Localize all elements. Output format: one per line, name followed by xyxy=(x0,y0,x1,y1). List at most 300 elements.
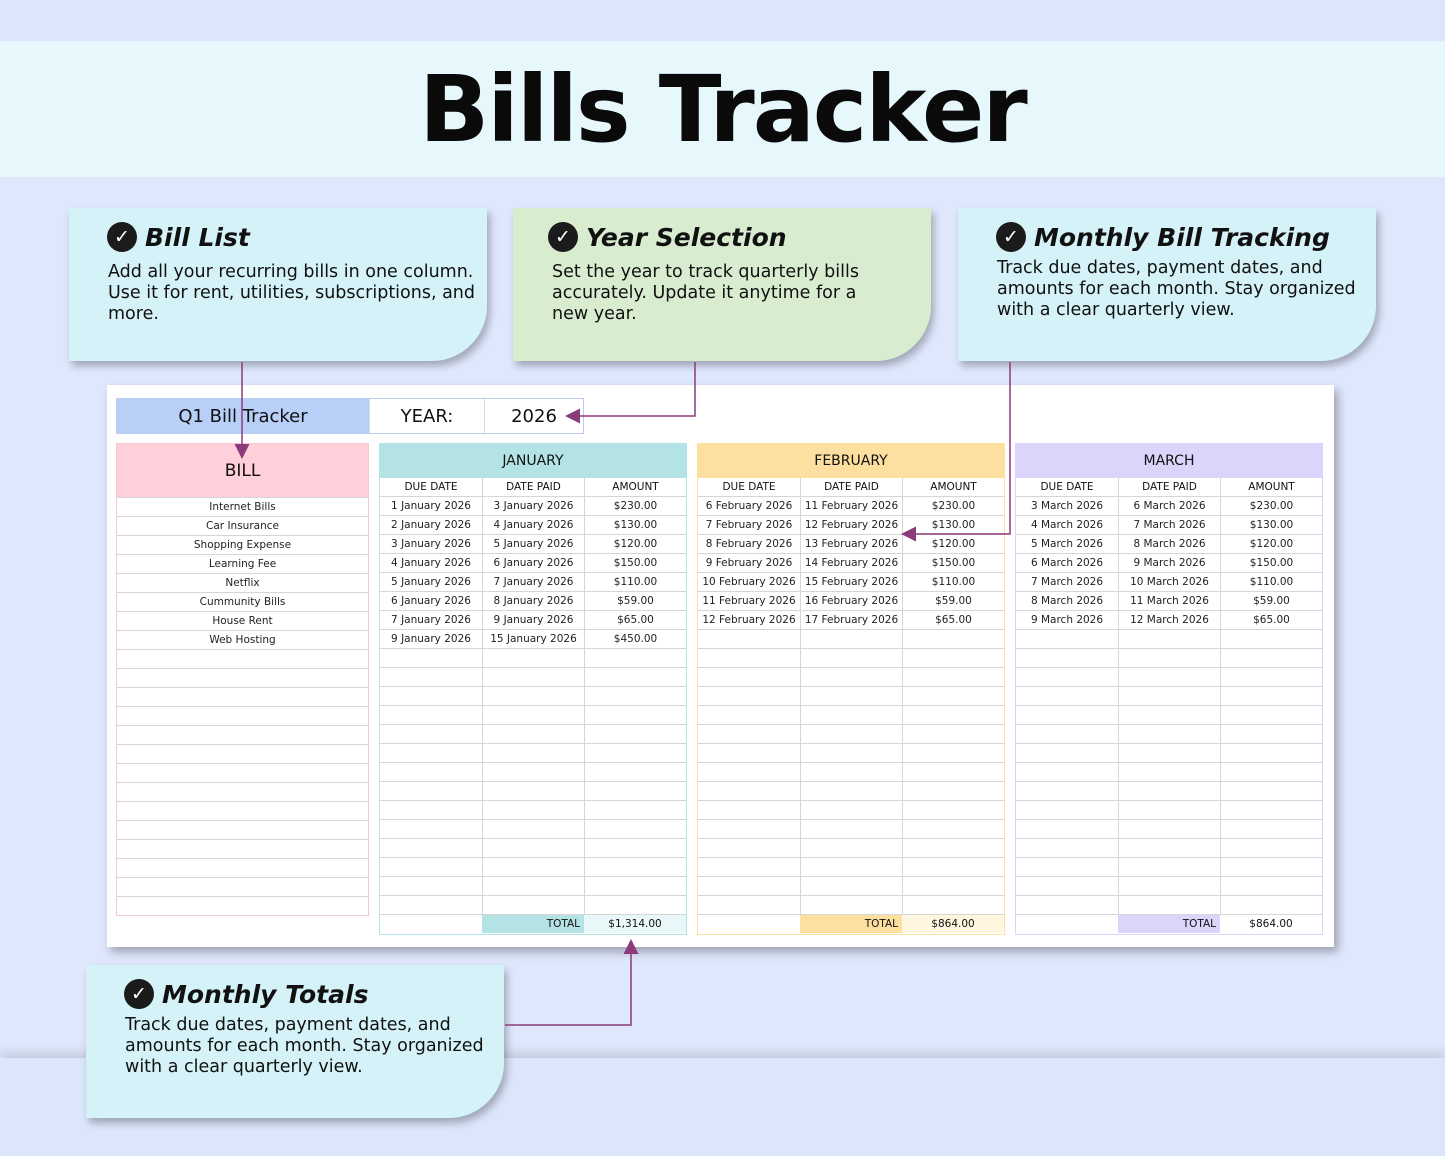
table-cell[interactable]: $59.00 xyxy=(1220,592,1322,610)
table-cell[interactable] xyxy=(1118,725,1220,743)
table-cell[interactable] xyxy=(1016,725,1118,743)
month-february xyxy=(697,443,1005,935)
card-body: Track due dates, payment dates, and amounts for each month. Stay organized with a clear quarterly view. xyxy=(125,1015,484,1077)
table-cell[interactable]: 7 February 2026 xyxy=(705,519,793,531)
table-cell[interactable]: 6 February 2026 xyxy=(705,500,793,512)
table-cell[interactable] xyxy=(380,801,482,819)
table-cell[interactable] xyxy=(380,782,482,800)
table-cell[interactable] xyxy=(698,801,800,819)
table-cell[interactable]: 17 February 2026 xyxy=(800,611,902,629)
table-cell[interactable]: 8 March 2026 xyxy=(1118,535,1220,553)
table-row xyxy=(1016,724,1322,743)
table-cell[interactable] xyxy=(380,649,482,667)
table-cell[interactable] xyxy=(1016,763,1118,781)
table-cell[interactable]: $130.00 xyxy=(902,516,1004,534)
table-cell[interactable] xyxy=(698,877,800,895)
table-cell[interactable] xyxy=(698,744,800,762)
page-title: Bills Tracker xyxy=(419,55,1026,163)
table-cell[interactable] xyxy=(1016,782,1118,800)
table-cell[interactable]: 3 January 2026 xyxy=(391,538,471,550)
table-row xyxy=(698,648,1004,667)
column-headers xyxy=(1016,478,1322,496)
table-cell[interactable] xyxy=(1220,649,1322,667)
table-cell[interactable] xyxy=(698,782,800,800)
table-cell[interactable] xyxy=(902,858,1004,876)
table-cell[interactable] xyxy=(800,896,902,914)
table-row xyxy=(1016,553,1322,572)
table-cell[interactable] xyxy=(584,687,686,705)
table-cell[interactable]: $230.00 xyxy=(1220,497,1322,515)
table-cell[interactable] xyxy=(584,649,686,667)
table-row xyxy=(380,705,686,724)
table-cell[interactable] xyxy=(800,820,902,838)
table-cell[interactable] xyxy=(698,706,800,724)
table-cell[interactable] xyxy=(1220,858,1322,876)
check-circle-icon: ✓ xyxy=(548,222,578,252)
table-row xyxy=(1016,610,1322,629)
bill-row[interactable] xyxy=(117,649,368,668)
table-cell[interactable] xyxy=(1016,801,1118,819)
title-bar xyxy=(116,398,584,434)
bill-row[interactable]: Netflix xyxy=(117,573,368,592)
table-row xyxy=(698,743,1004,762)
table-cell[interactable] xyxy=(902,725,1004,743)
table-cell[interactable] xyxy=(1118,858,1220,876)
table-cell[interactable] xyxy=(1220,763,1322,781)
table-cell[interactable] xyxy=(380,668,482,686)
table-cell[interactable]: $59.00 xyxy=(584,592,686,610)
bill-row[interactable] xyxy=(117,896,368,915)
table-cell[interactable] xyxy=(380,763,482,781)
table-cell[interactable] xyxy=(584,725,686,743)
table-cell[interactable]: $120.00 xyxy=(902,535,1004,553)
table-cell[interactable] xyxy=(1016,858,1118,876)
table-row xyxy=(1016,515,1322,534)
table-cell[interactable]: $150.00 xyxy=(902,554,1004,572)
table-cell[interactable]: 12 February 2026 xyxy=(800,516,902,534)
table-cell[interactable] xyxy=(1016,706,1118,724)
table-cell[interactable] xyxy=(902,763,1004,781)
table-cell[interactable]: 6 January 2026 xyxy=(482,554,584,572)
check-circle-icon: ✓ xyxy=(124,979,154,1009)
table-cell[interactable]: 6 March 2026 xyxy=(1030,557,1104,569)
table-cell[interactable]: 11 March 2026 xyxy=(1118,592,1220,610)
table-cell[interactable] xyxy=(1220,687,1322,705)
table-cell[interactable] xyxy=(902,782,1004,800)
table-cell[interactable] xyxy=(1118,896,1220,914)
table-row xyxy=(1016,648,1322,667)
total-row xyxy=(698,914,1004,933)
table-cell[interactable] xyxy=(1016,877,1118,895)
table-row xyxy=(1016,876,1322,895)
column-header: DATE PAID xyxy=(800,478,902,496)
table-cell[interactable]: $450.00 xyxy=(584,630,686,648)
table-cell[interactable]: 7 January 2026 xyxy=(482,573,584,591)
table-row xyxy=(380,838,686,857)
table-row xyxy=(698,724,1004,743)
table-cell[interactable] xyxy=(1118,877,1220,895)
table-cell[interactable] xyxy=(1220,630,1322,648)
table-row xyxy=(698,591,1004,610)
table-cell[interactable] xyxy=(698,630,800,648)
table-cell[interactable]: 3 January 2026 xyxy=(482,497,584,515)
table-cell[interactable]: 10 March 2026 xyxy=(1118,573,1220,591)
table-cell[interactable]: 16 February 2026 xyxy=(800,592,902,610)
bill-row[interactable]: Web Hosting xyxy=(117,630,368,649)
table-cell[interactable] xyxy=(902,877,1004,895)
table-row xyxy=(380,591,686,610)
table-cell[interactable] xyxy=(584,839,686,857)
bill-row[interactable] xyxy=(117,877,368,896)
total-value: $1,314.00 xyxy=(584,915,686,933)
table-cell[interactable] xyxy=(1118,706,1220,724)
table-row xyxy=(380,724,686,743)
table-cell[interactable]: $120.00 xyxy=(1220,535,1322,553)
table-cell[interactable] xyxy=(800,668,902,686)
table-cell[interactable] xyxy=(380,687,482,705)
table-cell[interactable]: $120.00 xyxy=(584,535,686,553)
table-cell[interactable]: $230.00 xyxy=(584,497,686,515)
table-cell[interactable] xyxy=(1118,782,1220,800)
table-cell[interactable] xyxy=(1118,801,1220,819)
table-cell[interactable] xyxy=(698,725,800,743)
table-cell[interactable]: 15 January 2026 xyxy=(482,630,584,648)
table-cell[interactable]: 10 February 2026 xyxy=(702,576,796,588)
bill-row[interactable] xyxy=(117,725,368,744)
table-cell[interactable] xyxy=(482,858,584,876)
year-input[interactable]: 2026 xyxy=(511,405,557,427)
table-cell[interactable]: 4 March 2026 xyxy=(1030,519,1104,531)
table-cell[interactable] xyxy=(800,782,902,800)
total-spacer xyxy=(698,915,800,933)
table-cell[interactable]: 4 January 2026 xyxy=(391,557,471,569)
table-cell[interactable] xyxy=(800,839,902,857)
table-cell[interactable]: $65.00 xyxy=(1220,611,1322,629)
bill-row[interactable] xyxy=(117,801,368,820)
table-cell[interactable]: 4 January 2026 xyxy=(482,516,584,534)
table-cell[interactable]: $65.00 xyxy=(902,611,1004,629)
table-cell[interactable] xyxy=(1118,839,1220,857)
table-cell[interactable] xyxy=(902,744,1004,762)
table-row xyxy=(380,610,686,629)
table-cell[interactable] xyxy=(698,858,800,876)
table-cell[interactable] xyxy=(1220,668,1322,686)
table-row xyxy=(1016,629,1322,648)
table-cell[interactable] xyxy=(800,877,902,895)
table-row xyxy=(698,686,1004,705)
table-row xyxy=(698,610,1004,629)
table-cell[interactable] xyxy=(1220,877,1322,895)
table-cell[interactable] xyxy=(482,649,584,667)
table-cell[interactable] xyxy=(1016,744,1118,762)
table-cell[interactable] xyxy=(380,877,482,895)
table-cell[interactable] xyxy=(902,896,1004,914)
table-cell[interactable] xyxy=(698,839,800,857)
bill-row[interactable] xyxy=(117,706,368,725)
arrow-monthly-totals xyxy=(505,942,631,1025)
table-cell[interactable] xyxy=(482,725,584,743)
table-cell[interactable] xyxy=(902,668,1004,686)
table-cell[interactable] xyxy=(698,649,800,667)
table-row xyxy=(698,838,1004,857)
table-cell[interactable]: 3 March 2026 xyxy=(1030,500,1104,512)
column-header: AMOUNT xyxy=(1220,478,1322,496)
table-cell[interactable]: 13 February 2026 xyxy=(800,535,902,553)
table-row xyxy=(1016,819,1322,838)
bill-row[interactable]: Internet Bills xyxy=(117,497,368,516)
table-cell[interactable] xyxy=(1016,896,1118,914)
table-cell[interactable]: 9 January 2026 xyxy=(482,611,584,629)
total-label: TOTAL xyxy=(800,915,902,933)
table-cell[interactable] xyxy=(1118,630,1220,648)
table-cell[interactable] xyxy=(482,801,584,819)
bill-row[interactable] xyxy=(117,820,368,839)
card-monthly-tracking xyxy=(958,208,1376,361)
table-cell[interactable] xyxy=(1016,649,1118,667)
table-row xyxy=(380,667,686,686)
year-label: YEAR: xyxy=(369,399,485,433)
header xyxy=(0,41,1445,177)
table-cell[interactable]: 12 March 2026 xyxy=(1118,611,1220,629)
table-cell[interactable] xyxy=(584,896,686,914)
table-cell[interactable]: $110.00 xyxy=(902,573,1004,591)
bill-row[interactable]: Cummunity Bills xyxy=(117,592,368,611)
month-march xyxy=(1015,443,1323,935)
table-cell[interactable]: 14 February 2026 xyxy=(800,554,902,572)
total-label: TOTAL xyxy=(1118,915,1220,933)
card-bill-list xyxy=(69,208,487,361)
table-cell[interactable] xyxy=(380,839,482,857)
table-cell[interactable] xyxy=(800,725,902,743)
card-title: ✓ Monthly Totals xyxy=(124,979,504,1009)
table-row xyxy=(380,800,686,819)
table-cell[interactable] xyxy=(1118,763,1220,781)
table-cell[interactable] xyxy=(698,820,800,838)
table-cell[interactable]: 9 January 2026 xyxy=(391,633,471,645)
table-row xyxy=(380,876,686,895)
bill-row[interactable] xyxy=(117,744,368,763)
table-row xyxy=(1016,781,1322,800)
table-cell[interactable] xyxy=(800,630,902,648)
table-row xyxy=(698,534,1004,553)
table-row xyxy=(380,534,686,553)
table-cell[interactable]: $150.00 xyxy=(584,554,686,572)
table-cell[interactable] xyxy=(584,820,686,838)
table-cell[interactable] xyxy=(1118,744,1220,762)
table-cell[interactable] xyxy=(902,649,1004,667)
table-cell[interactable] xyxy=(800,858,902,876)
table-cell[interactable] xyxy=(380,820,482,838)
table-cell[interactable] xyxy=(584,782,686,800)
table-cell[interactable] xyxy=(380,896,482,914)
bill-row[interactable]: House Rent xyxy=(117,611,368,630)
table-row xyxy=(698,895,1004,914)
table-cell[interactable] xyxy=(698,763,800,781)
bill-row[interactable] xyxy=(117,858,368,877)
table-row xyxy=(698,800,1004,819)
bill-row[interactable]: Shopping Expense xyxy=(117,535,368,554)
table-row xyxy=(380,686,686,705)
table-cell[interactable]: 8 March 2026 xyxy=(1030,595,1104,607)
bill-row[interactable]: Learning Fee xyxy=(117,554,368,573)
month-january xyxy=(379,443,687,935)
table-cell[interactable] xyxy=(1118,687,1220,705)
table-cell[interactable]: 9 March 2026 xyxy=(1118,554,1220,572)
table-cell[interactable] xyxy=(482,896,584,914)
table-row xyxy=(698,876,1004,895)
table-cell[interactable]: 5 January 2026 xyxy=(391,576,471,588)
check-circle-icon: ✓ xyxy=(996,222,1026,252)
bill-row[interactable] xyxy=(117,763,368,782)
table-row xyxy=(1016,591,1322,610)
total-value: $864.00 xyxy=(902,915,1004,933)
table-cell[interactable] xyxy=(1016,687,1118,705)
table-cell[interactable] xyxy=(380,706,482,724)
table-cell[interactable] xyxy=(482,877,584,895)
table-row xyxy=(380,648,686,667)
table-row xyxy=(1016,800,1322,819)
bill-row[interactable] xyxy=(117,668,368,687)
table-cell[interactable] xyxy=(482,687,584,705)
table-cell[interactable] xyxy=(584,706,686,724)
table-row xyxy=(380,496,686,515)
table-cell[interactable] xyxy=(1016,630,1118,648)
table-cell[interactable] xyxy=(1118,668,1220,686)
table-cell[interactable] xyxy=(482,668,584,686)
table-cell[interactable]: 15 February 2026 xyxy=(800,573,902,591)
table-cell[interactable] xyxy=(800,744,902,762)
table-cell[interactable] xyxy=(584,763,686,781)
table-cell[interactable] xyxy=(902,630,1004,648)
table-cell[interactable] xyxy=(1220,782,1322,800)
table-cell[interactable]: $230.00 xyxy=(902,497,1004,515)
table-row xyxy=(380,515,686,534)
table-cell[interactable] xyxy=(698,687,800,705)
table-cell[interactable] xyxy=(584,668,686,686)
table-cell[interactable] xyxy=(482,782,584,800)
table-cell[interactable] xyxy=(380,725,482,743)
table-cell[interactable]: 7 March 2026 xyxy=(1118,516,1220,534)
table-cell[interactable]: $110.00 xyxy=(584,573,686,591)
total-row xyxy=(1016,914,1322,933)
table-cell[interactable] xyxy=(1220,744,1322,762)
card-monthly-totals xyxy=(86,965,504,1118)
table-cell[interactable] xyxy=(698,896,800,914)
table-cell[interactable]: $130.00 xyxy=(1220,516,1322,534)
table-cell[interactable] xyxy=(902,706,1004,724)
table-cell[interactable] xyxy=(1220,839,1322,857)
table-cell[interactable] xyxy=(1220,706,1322,724)
table-row xyxy=(380,781,686,800)
table-cell[interactable]: 5 March 2026 xyxy=(1030,538,1104,550)
table-cell[interactable]: 12 February 2026 xyxy=(702,614,796,626)
table-cell[interactable] xyxy=(800,801,902,819)
table-cell[interactable] xyxy=(482,744,584,762)
table-cell[interactable] xyxy=(1016,668,1118,686)
table-cell[interactable] xyxy=(584,877,686,895)
table-row xyxy=(380,857,686,876)
table-cell[interactable]: $110.00 xyxy=(1220,573,1322,591)
bill-row[interactable]: Car Insurance xyxy=(117,516,368,535)
table-cell[interactable] xyxy=(1220,820,1322,838)
table-cell[interactable]: 9 February 2026 xyxy=(705,557,793,569)
table-cell[interactable]: 1 January 2026 xyxy=(391,500,471,512)
table-row xyxy=(698,496,1004,515)
table-cell[interactable] xyxy=(800,763,902,781)
table-cell[interactable] xyxy=(1220,801,1322,819)
table-cell[interactable]: 11 February 2026 xyxy=(800,497,902,515)
table-cell[interactable]: 7 January 2026 xyxy=(391,614,471,626)
table-cell[interactable] xyxy=(800,649,902,667)
table-cell[interactable] xyxy=(698,668,800,686)
table-cell[interactable]: 8 February 2026 xyxy=(705,538,793,550)
total-label: TOTAL xyxy=(482,915,584,933)
table-row xyxy=(1016,895,1322,914)
table-cell[interactable]: 7 March 2026 xyxy=(1030,576,1104,588)
table-cell[interactable]: 5 January 2026 xyxy=(482,535,584,553)
table-cell[interactable]: 8 January 2026 xyxy=(482,592,584,610)
check-circle-icon: ✓ xyxy=(107,222,137,252)
table-cell[interactable]: $59.00 xyxy=(902,592,1004,610)
table-cell[interactable] xyxy=(380,744,482,762)
table-cell[interactable] xyxy=(902,820,1004,838)
bill-row[interactable] xyxy=(117,782,368,801)
table-cell[interactable] xyxy=(902,801,1004,819)
table-cell[interactable]: $65.00 xyxy=(584,611,686,629)
bill-row[interactable] xyxy=(117,839,368,858)
bill-row[interactable] xyxy=(117,687,368,706)
table-row xyxy=(380,895,686,914)
table-cell[interactable]: 11 February 2026 xyxy=(702,595,796,607)
table-row xyxy=(698,515,1004,534)
table-row xyxy=(380,572,686,591)
table-cell[interactable]: 9 March 2026 xyxy=(1030,614,1104,626)
table-cell[interactable] xyxy=(1220,896,1322,914)
bill-column xyxy=(116,443,369,916)
table-row xyxy=(1016,705,1322,724)
table-cell[interactable] xyxy=(584,801,686,819)
column-headers xyxy=(698,478,1004,496)
card-year-selection xyxy=(513,208,931,361)
table-cell[interactable] xyxy=(1118,649,1220,667)
table-cell[interactable] xyxy=(482,820,584,838)
table-row xyxy=(380,743,686,762)
table-cell[interactable] xyxy=(800,706,902,724)
table-cell[interactable] xyxy=(482,763,584,781)
table-cell[interactable]: 6 March 2026 xyxy=(1118,497,1220,515)
table-cell[interactable] xyxy=(1016,839,1118,857)
table-cell[interactable] xyxy=(584,858,686,876)
table-cell[interactable] xyxy=(1016,820,1118,838)
table-cell[interactable]: 6 January 2026 xyxy=(391,595,471,607)
table-cell[interactable] xyxy=(902,839,1004,857)
table-cell[interactable] xyxy=(1220,725,1322,743)
table-row xyxy=(1016,743,1322,762)
table-cell[interactable] xyxy=(1118,820,1220,838)
table-cell[interactable] xyxy=(902,687,1004,705)
table-cell[interactable] xyxy=(380,858,482,876)
table-cell[interactable] xyxy=(482,839,584,857)
table-row xyxy=(1016,686,1322,705)
table-row xyxy=(698,819,1004,838)
table-cell[interactable] xyxy=(584,744,686,762)
table-cell[interactable] xyxy=(800,687,902,705)
card-title: ✓ Year Selection xyxy=(548,222,931,252)
table-cell[interactable] xyxy=(482,706,584,724)
table-cell[interactable]: 2 January 2026 xyxy=(391,519,471,531)
table-cell[interactable]: $130.00 xyxy=(584,516,686,534)
table-cell[interactable]: $150.00 xyxy=(1220,554,1322,572)
